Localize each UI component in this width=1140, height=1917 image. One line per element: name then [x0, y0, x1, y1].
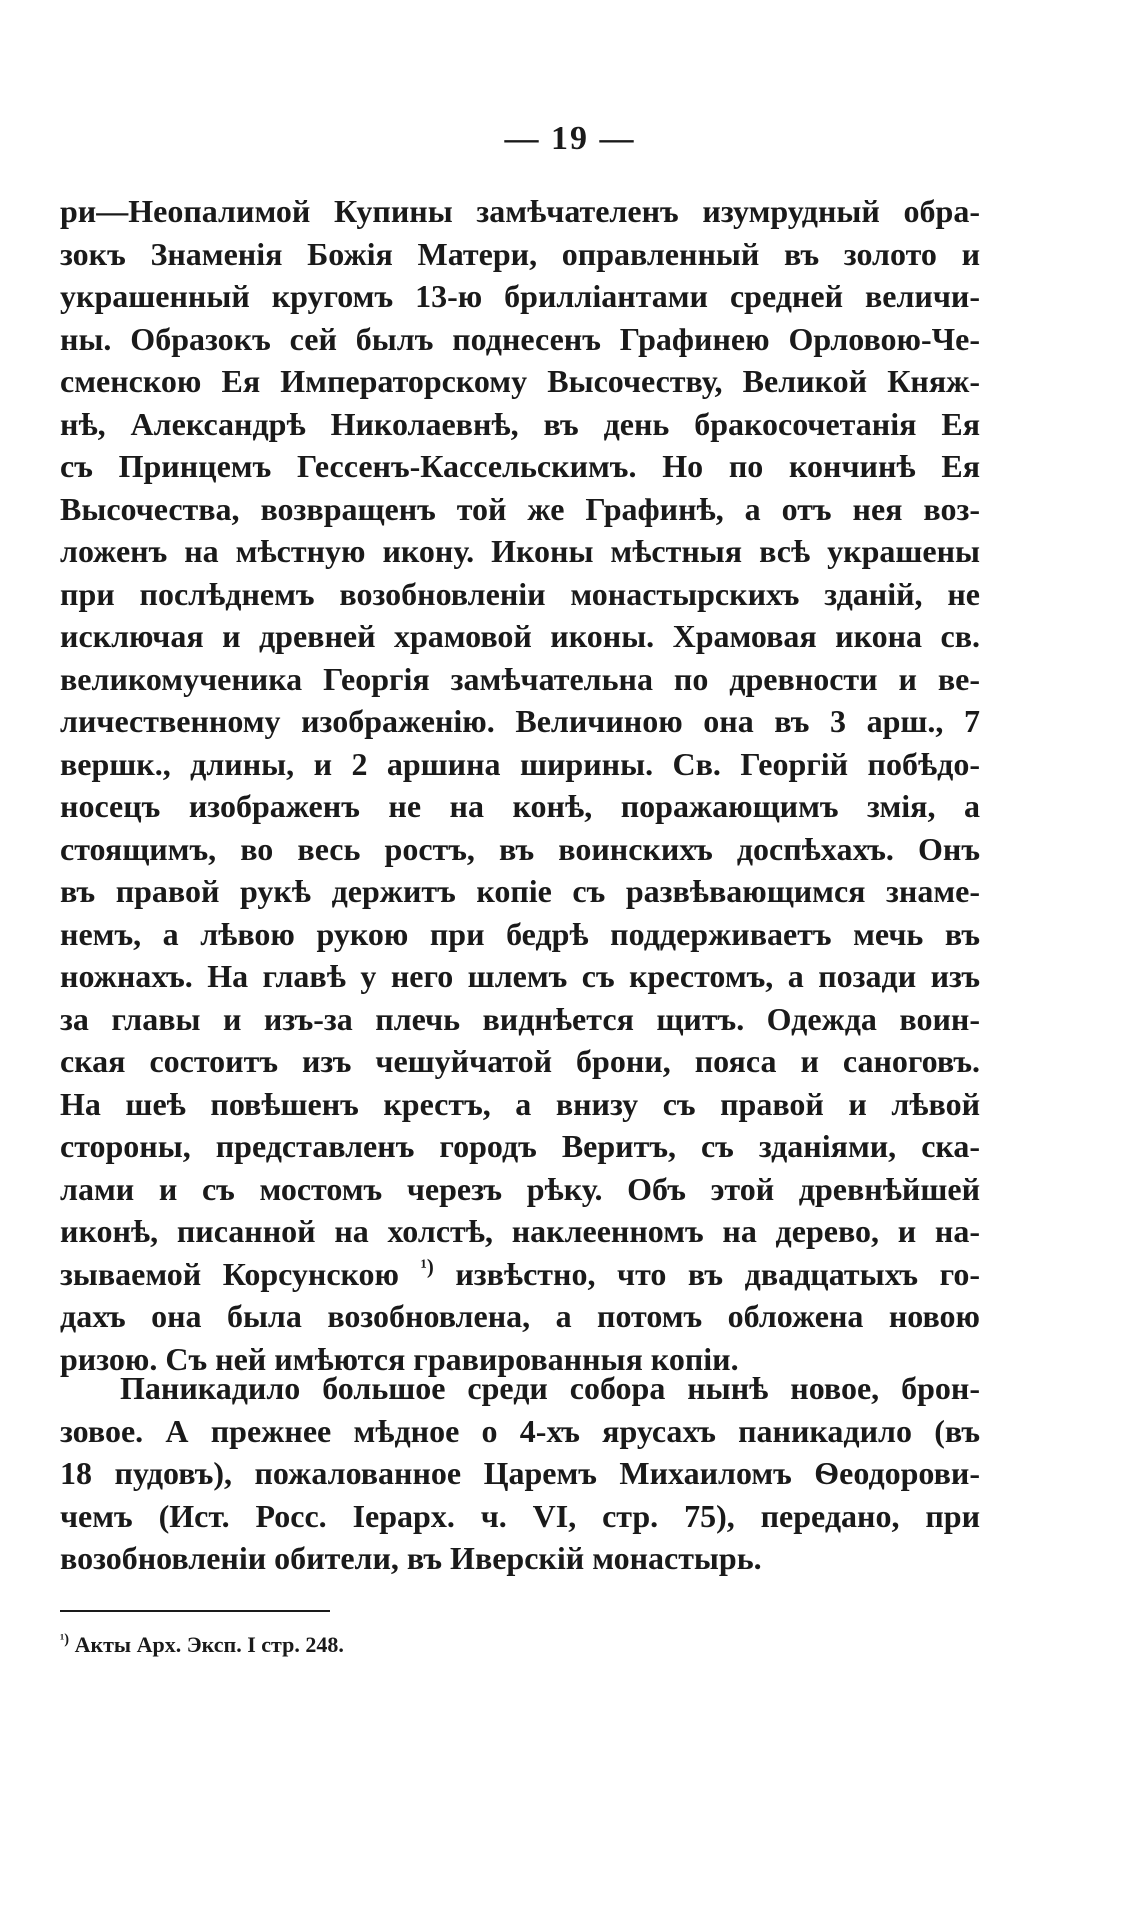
text-line: иконѣ, писанной на холстѣ, наклеенномъ на дерево, и на- — [60, 1213, 980, 1249]
text-line: за главы и изъ-за плечь виднѣется щитъ. Одежда воин- — [60, 1000, 980, 1037]
footnote — [60, 1632, 344, 1658]
text-line: въ правой рукѣ держитъ копіе съ развѣвающимся знаме- — [60, 873, 980, 909]
text-line: Высочества, возвращенъ той же Графинѣ, а отъ нея воз- — [60, 490, 980, 527]
text-line: ская состоитъ изъ чешуйчатой брони, пояса и саноговъ. — [60, 1043, 980, 1079]
text-fragment: зываемой Корсунскою — [60, 1255, 421, 1292]
text-fragment: извѣстно, что въ двадцатыхъ го- — [433, 1255, 981, 1292]
text-line: стоящимъ, во весь ростъ, въ воинскихъ доспѣхахъ. Онъ — [60, 830, 980, 867]
text-line: исключая и древней храмовой иконы. Храмовая икона св. — [60, 618, 980, 654]
text-line: зокъ Знаменія Божія Матери, оправленный въ золото и — [60, 235, 980, 272]
text-line: На шеѣ повѣшенъ крестъ, а внизу съ правой и лѣвой — [60, 1085, 980, 1122]
paragraph-chandelier — [60, 1367, 980, 1580]
text-line: зовое. А прежнее мѣдное о 4-хъ ярусахъ паникадило (въ — [60, 1412, 980, 1449]
text-line: ны. Образокъ сей былъ поднесенъ Графинею Орловою-Че- — [60, 320, 980, 357]
text-line: нѣ, Александрѣ Николаевнѣ, въ день бракосочетанія Ея — [60, 405, 980, 442]
footnote-mark: ¹) — [60, 1631, 70, 1648]
text-line: вершк., длины, и 2 аршина ширины. Св. Георгій побѣдо- — [60, 745, 980, 782]
text-line: ножнахъ. На главѣ у него шлемъ съ крестомъ, а позади изъ — [60, 958, 980, 994]
text-line-with-footnote — [60, 1253, 980, 1296]
footnote-text: Акты Арх. Эксп. I стр. 248. — [69, 1632, 344, 1657]
text-line: стороны, представленъ городъ Веритъ, съ зданіями, ска- — [60, 1128, 980, 1164]
text-line: чемъ (Ист. Росс. Іерарх. ч. VI, стр. 75), передано, при — [60, 1497, 980, 1534]
text-line: Паникадило большое среди собора нынѣ новое, брон- — [120, 1370, 980, 1406]
text-line: 18 пудовъ), пожалованное Царемъ Михаиломъ Ѳеодорови- — [60, 1455, 980, 1491]
text-line: сменскою Ея Императорскому Высочеству, Великой Княж- — [60, 363, 980, 399]
footnote-divider — [60, 1610, 330, 1612]
text-line: ложенъ на мѣстную икону. Иконы мѣстныя всѣ украшены — [60, 533, 980, 569]
text-line: личественному изображенію. Величиною она въ 3 арш., 7 — [60, 703, 980, 739]
text-line: при послѣднемъ возобновленіи монастырскихъ зданій, не — [60, 575, 980, 612]
page-number: — 19 — — [504, 120, 636, 157]
text-line: возобновленіи обители, въ Иверскій монастырь. — [60, 1540, 762, 1576]
text-line: носецъ изображенъ не на конѣ, поражающимъ змія, а — [60, 788, 980, 824]
text-line: великомученика Георгія замѣчательна по древности и ве- — [60, 660, 980, 697]
footnote-reference: ¹) — [420, 1254, 434, 1278]
text-line: ри—Неопалимой Купины замѣчателенъ изумрудный обра- — [60, 193, 980, 229]
text-line: немъ, а лѣвою рукою при бедрѣ поддерживаетъ мечь въ — [60, 915, 980, 952]
paragraph-main — [60, 190, 980, 1380]
text-line: ризою. Съ ней имѣются гравированныя копіи. — [60, 1340, 739, 1377]
text-line: дахъ она была возобновлена, а потомъ обложена новою — [60, 1298, 980, 1334]
text-line: съ Принцемъ Гессенъ-Кассельскимъ. Но по кончинѣ Ея — [60, 448, 980, 484]
text-line: лами и съ мостомъ черезъ рѣку. Объ этой древнѣйшей — [60, 1170, 980, 1207]
text-line: украшенный кругомъ 13-ю брилліантами средней величи- — [60, 278, 980, 314]
